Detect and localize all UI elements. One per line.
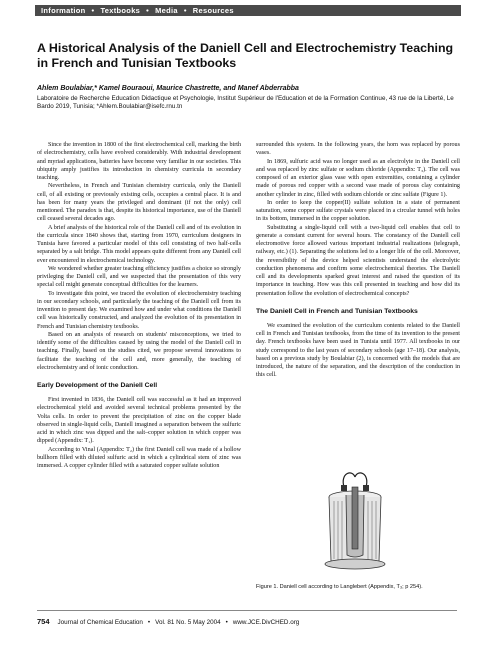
paragraph: According to Vinal (Appendix: T₂) the first Daniell cell was made of a hollow bullhorn filled with diluted sulfuric acid in which a cylindrical stem of zinc was immersed. A copper cylinder filled with a saturated copper sulfate solution xyxy=(37,446,241,469)
right-column xyxy=(256,141,460,380)
paragraph: In 1869, sulfuric acid was no longer used as an electrolyte in the Daniell cell and was replaced by zinc sulfate or sodium chloride (Appendix: T₃). The cell was composed of an exterior glass vase with open extremities, containing a cylinder made of porous red copper with a second vase made of porous clay containing another cylinder in zinc, filled with sodium chloride or zinc sulfate (Figure 1). xyxy=(256,158,460,198)
figure-caption: Figure 1. Daniell cell according to Langlebert (Appendix, T₃; p 254). xyxy=(256,584,423,590)
section-heading: Early Development of the Daniell Cell xyxy=(37,382,158,389)
paragraph: First invented in 1836, the Daniell cell was successful as it had an improved electrochemical yield and avoided several technical problems presented by the Volta cells. In order to prevent the precipitation of zinc on the copper blade observed in single-liquid cells, Daniell imagined a separation between the sulfuric acid in which zinc was dipped and the salt–copper solution in which copper was dipped (Appendix: T₁). xyxy=(37,397,241,445)
section-textbooks: Textbooks xyxy=(100,6,141,15)
article-authors: Ahlem Boulabiar,* Kamel Bouraoui, Maurice Chastrette, and Manef Abderrabba xyxy=(37,85,299,92)
paragraph: We examined the evolution of the curriculum contents related to the Daniell cell in French and Tunisian textbooks, from the time of its invention to the present day. French textbooks have been used in Tunisia until 1977. All textbooks in our study correspond to the last years of secondary schools (age 17–18). Our analysis, based on a previous study by Boulabiar (2), is concerned with the models that are introduced, the nature of the separation, and the description of the conduction in this cell. xyxy=(256,322,460,379)
paragraph: Nevertheless, in French and Tunisian chemistry curricula, only the Daniell cell, of all existing or previously existing cells, occupies a central place. It is and has been for many years the privileged and dominant (if not the only) cell mentioned. The paradox is that, despite its historical importance, use of the Daniell cell ceased several decades ago. xyxy=(37,183,241,223)
paragraph: Substituting a single-liquid cell with a two-liquid cell enables that cell to generate a constant current for several hours. The constancy of the Daniell cell electromotive force allowed various important industrial realizations (telegraph, railway, etc.) (1). Separating the solutions led to a longer life of the cell. Moreover, the reversibility of the device helped scientists understand the electrolytic conduction phenomena and confirm some electrochemical theories. The Daniell cell and its developments sparked great interest and raised the question of its importance in teaching. How was this cell presented in teaching and how did its presentation follow the evolution of electrochemical concepts? xyxy=(256,224,460,297)
paragraph: We wondered whether greater teaching efficiency justifies a choice so strongly privileging the Daniell cell, and we suspected that the presentation of this very special cell might generate conceptual difficulties for the learners. xyxy=(37,265,241,289)
paragraph: surrounded this system. In the following years, the horn was replaced by porous vases. xyxy=(256,142,460,157)
section-information: Information xyxy=(41,6,86,15)
section-media: Media xyxy=(155,6,178,15)
journal-volume: Vol. 81 No. 5 May 2004 xyxy=(155,619,221,626)
paragraph: Since the invention in 1800 of the first electrochemical cell, marking the birth of electrochemistry, cells have evolved considerably. With industrial development and myriad applications, batteries have become very familiar in our societies. This ubiquity amply justifies its introduction in chemistry curricula in secondary teaching. xyxy=(37,142,241,181)
section-resources: Resources xyxy=(192,6,234,15)
paragraph: Based on an analysis of research on students' misconceptions, we tried to identify some of the difficulties caused by using the model of the Daniell cell in teaching. Finally, based on the studies cited, we propose several innovations to facilitate the teaching of the cell and, more generally, the teaching of electrochemistry and of ionic conduction. xyxy=(37,331,241,371)
journal-name: Journal of Chemical Education xyxy=(57,619,143,626)
paragraph: A brief analysis of the historical role of the Daniell cell and of its evolution in the curricula since 1840 shows that, starting from 1970, curriculum designers in Tunisia have favored a particular model of this cell consisting of two half-cells separated by a salt bridge. This model appears quite different from any Daniell cell ever encountered in electrochemical technology. xyxy=(37,224,241,264)
article-title: A Historical Analysis of the Daniell Cell and Electrochemistry Teaching in French and Tunisian Textbooks xyxy=(37,41,454,70)
journal-url[interactable]: www.JCE.DivCHED.org xyxy=(232,619,300,626)
section-banner xyxy=(35,5,461,16)
page-number: 754 xyxy=(37,617,50,626)
left-column xyxy=(37,141,241,470)
article-affiliation: Laboratoire de Recherche Education Didactique et Psychologie, Institut Supérieur de l'Education et de la Formation Continue, 43 rue de la Liberté, Le Bardo 2019, Tunisia; *Ahlem.Boulabiar@isefc.rnu.tn xyxy=(37,95,454,111)
footer-separator: • xyxy=(147,619,151,626)
banner-separator: • xyxy=(183,6,187,15)
footer-separator: • xyxy=(225,619,228,626)
footer-rule xyxy=(37,610,457,611)
section-heading: The Daniell Cell in French and Tunisian Textbooks xyxy=(256,307,418,315)
banner-separator: • xyxy=(91,6,95,15)
banner-separator: • xyxy=(146,6,150,15)
paragraph: In order to keep the copper(II) sulfate solution in a state of permanent saturation, some copper sulfate crystals were placed in a circular tunnel with holes in its bottom, immersed in the copper solution. xyxy=(256,199,460,223)
paragraph: To investigate this point, we traced the evolution of electrochemistry teaching in our secondary schools, and particularly the teaching of the Daniell cell from its invention to present day. We examined how and under what conditions the Daniell cell was historically constructed, and analyzed the evolution of its presentation in French and Tunisian chemistry textbooks. xyxy=(37,290,241,330)
daniell-cell-illustration xyxy=(300,465,410,575)
page-footer xyxy=(37,617,457,627)
